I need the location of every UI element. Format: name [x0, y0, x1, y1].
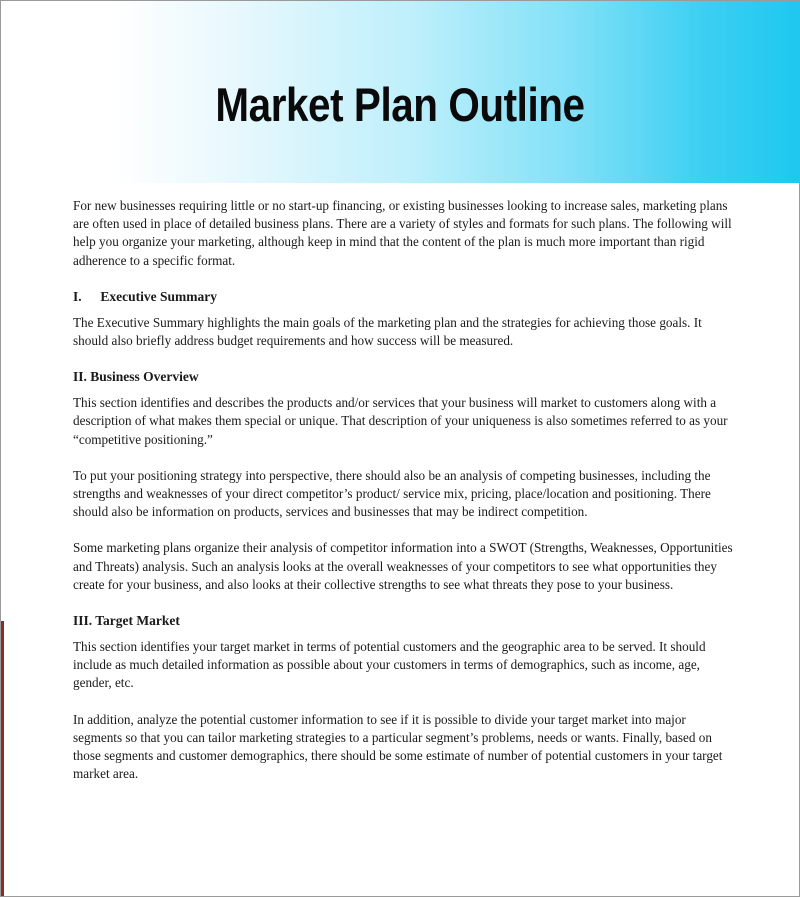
section-title: Target Market	[95, 613, 180, 629]
executive-summary-paragraph: The Executive Summary highlights the main goals of the marketing plan and the strategies for achieving those goals. It should also briefly address budget requirements and how success will be measured.	[73, 314, 702, 349]
section-heading-business-overview	[73, 368, 737, 386]
section-title: Business Overview	[90, 369, 199, 385]
left-edge-accent	[1, 621, 4, 896]
target-market-paragraph: This section identifies your target market in terms of potential customers and the geographic area to be served. It should include as much detailed information as possible about your customers in terms of demographics, such as income, age, gender, etc.	[73, 639, 706, 691]
section-heading-target-market	[73, 612, 737, 630]
document-body	[73, 197, 737, 801]
target-market-paragraph: In addition, analyze the potential customer information to see if it is possible to divide your target market into major segments so that you can tailor marketing strategies to a particular segment’s problems, needs or wants. Finally, based on those segments and customer demographics, there should be some estimate of number of potential customers in your target market area.	[73, 711, 723, 782]
business-overview-paragraph: Some marketing plans organize their analysis of competitor information into a SWOT (Strengths, Weaknesses, Opportunities and Threats) analysis. Such an analysis looks at the overall weaknesses of your competitors to see what opportunities they create for your business, and also looks at their collective strengths to see what threats they pose to your business.	[73, 540, 733, 592]
page-title: Market Plan Outline	[215, 78, 585, 131]
intro-paragraph: For new businesses requiring little or no start-up financing, or existing businesses looking to increase sales, marketing plans are often used in place of detailed business plans. There are a variety of styles and formats for such plans. The following will help you organize your marketing, although keep in mind that the content of the plan is much more important than rigid adherence to a specific format.	[73, 198, 732, 268]
section-number: II.	[73, 369, 87, 385]
business-overview-paragraph: This section identifies and describes the products and/or services that your business will market to customers along with a description of what makes them special or unique. That description of your uniqueness is also sometimes referred to as your “competitive positioning.”	[73, 395, 728, 447]
section-title: Executive Summary	[100, 288, 217, 304]
business-overview-paragraph: To put your positioning strategy into perspective, there should also be an analysis of competing businesses, including the strengths and weaknesses of your direct competitor’s product/ service mix, pricing, place/location and positioning. There should also be information on products, services and businesses that may be indirect competition.	[73, 467, 711, 520]
section-heading-executive-summary	[73, 288, 737, 306]
section-number: I.	[73, 288, 82, 304]
section-number: III.	[73, 613, 93, 629]
